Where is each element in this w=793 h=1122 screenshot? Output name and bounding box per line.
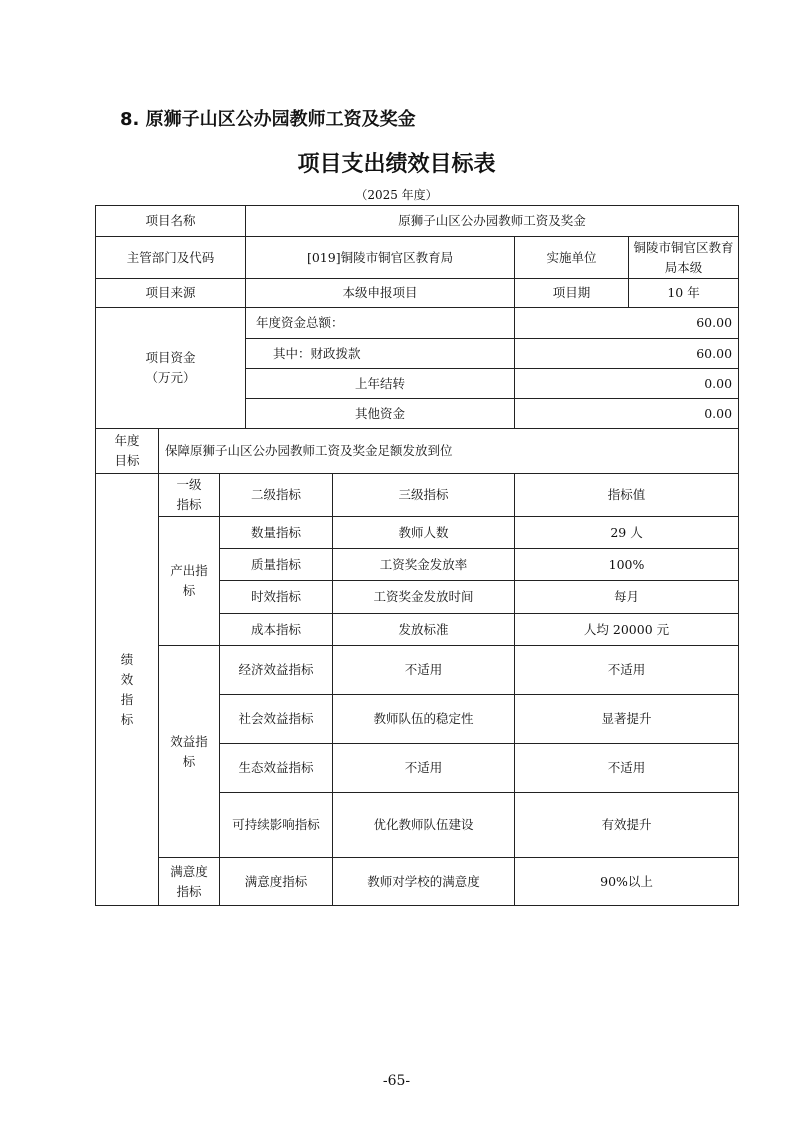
level3: 工资奖金发放率: [333, 549, 515, 581]
unit-label: 实施单位: [515, 237, 629, 279]
level3: 不适用: [333, 744, 515, 793]
level2: 生态效益指标: [220, 744, 333, 793]
level3: 不适用: [333, 646, 515, 695]
period-label: 项目期: [515, 279, 629, 308]
level2: 可持续影响指标: [220, 793, 333, 858]
value: 人均 20000 元: [515, 614, 739, 646]
level2: 质量指标: [220, 549, 333, 581]
group-output: 产出指标: [159, 517, 220, 646]
period: 10 年: [629, 279, 739, 308]
performance-target-table: [95, 205, 739, 906]
funds-label-text: 项目资金: [145, 350, 196, 365]
funds-unit: （万元）: [145, 370, 196, 385]
dept: [019]铜陵市铜官区教育局: [246, 237, 515, 279]
level3: 发放标准: [333, 614, 515, 646]
level2: 时效指标: [220, 581, 333, 614]
header-level1: 一级指标: [159, 474, 220, 517]
dept-label: 主管部门及代码: [96, 237, 246, 279]
group-benefit: 效益指标: [159, 646, 220, 858]
fund-row-value: 0.00: [515, 399, 739, 429]
level2: 经济效益指标: [220, 646, 333, 695]
project-name-label: 项目名称: [96, 206, 246, 237]
value: 不适用: [515, 646, 739, 695]
funds-label: [96, 308, 246, 429]
unit: 铜陵市铜官区教育局本级: [629, 237, 739, 279]
value: 有效提升: [515, 793, 739, 858]
value: 100%: [515, 549, 739, 581]
level2: 成本指标: [220, 614, 333, 646]
page-number: -65-: [382, 1073, 411, 1089]
goal-text: 保障原狮子山区公办园教师工资及奖金足额发放到位: [159, 429, 739, 474]
year-label: （2025 年度）: [355, 188, 438, 202]
source: 本级申报项目: [246, 279, 515, 308]
project-name: 原狮子山区公办园教师工资及奖金: [246, 206, 739, 237]
header-level2: 二级指标: [220, 474, 333, 517]
level3: 工资奖金发放时间: [333, 581, 515, 614]
level3: 教师人数: [333, 517, 515, 549]
level2: 数量指标: [220, 517, 333, 549]
value: 显著提升: [515, 695, 739, 744]
fund-row-label: 年度资金总额：: [246, 308, 515, 339]
table-title: 项目支出绩效目标表: [297, 152, 496, 177]
fund-row-label: 上年结转: [246, 369, 515, 399]
value: 不适用: [515, 744, 739, 793]
value: 90%以上: [515, 858, 739, 906]
indicators-label: 绩效指标: [96, 474, 159, 906]
fund-row-label: 其他资金: [246, 399, 515, 429]
source-label: 项目来源: [96, 279, 246, 308]
level3: 教师队伍的稳定性: [333, 695, 515, 744]
fund-row-value: 60.00: [515, 339, 739, 369]
level3: 教师对学校的满意度: [333, 858, 515, 906]
level2: 满意度指标: [220, 858, 333, 906]
header-value: 指标值: [515, 474, 739, 517]
fund-row-value: 0.00: [515, 369, 739, 399]
header-level3: 三级指标: [333, 474, 515, 517]
value: 每月: [515, 581, 739, 614]
level3: 优化教师队伍建设: [333, 793, 515, 858]
section-title: 8. 原狮子山区公办园教师工资及奖金: [120, 109, 416, 130]
level2: 社会效益指标: [220, 695, 333, 744]
goal-label: 年度目标: [96, 429, 159, 474]
value: 29 人: [515, 517, 739, 549]
fund-row-value: 60.00: [515, 308, 739, 339]
group-satisfaction: 满意度指标: [159, 858, 220, 906]
fund-row-label: 其中：财政拨款: [246, 339, 515, 369]
